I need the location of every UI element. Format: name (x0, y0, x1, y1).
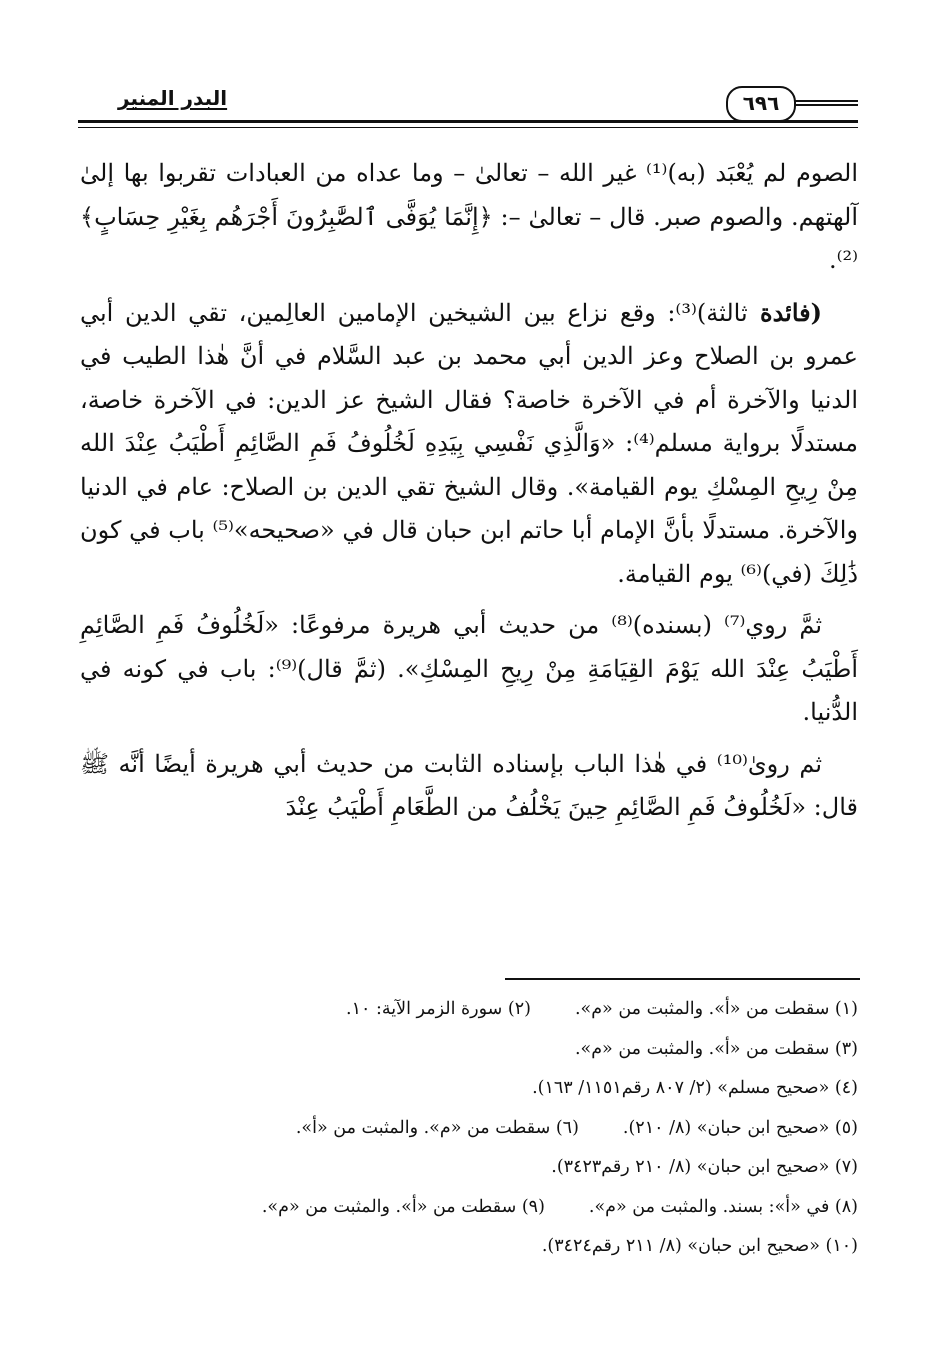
footnote-line (80, 1227, 858, 1267)
header-rule-thin (78, 127, 858, 128)
footnote: (٤) «صحيح مسلم» (٢/ ٨٠٧ رقم١١٥١/ ١٦٣). (532, 1078, 858, 1098)
footnote-line (80, 1069, 858, 1109)
paragraph-2 (80, 291, 858, 597)
paragraph-4: ثم روىٰ⁽¹⁰⁾ في هٰذا الباب بإسناده الثابت من حديث أبي هريرة أيضًا أنَّه ﷺ قال: «لَخُلُوفُ فَمِ الصَّائِمِ حِينَ يَخْلُفُ من الطَّعَامِ أَطْيَبُ عِنْدَ (80, 749, 858, 821)
header-ornament (792, 100, 858, 106)
footnote-line (80, 990, 858, 1030)
footnote: (٩) سقطت من «أ». والمثبت من «م». (261, 1196, 545, 1217)
footnotes (80, 990, 858, 1267)
paragraph-3: ثمَّ روي⁽⁷⁾ (بسنده)⁽⁸⁾ من حديث أبي هريرة مرفوعًا: «لَخُلُوفُ فَمِ الصَّائِمِ أَطْيَبُ عِنْدَ الله يَوْمَ القِيَامَةِ مِنْ رِيحِ المِسْكِ». (ثمَّ قال)⁽⁹⁾: باب في كونه في الدُّنيا. (80, 611, 858, 726)
footnote: (٥) «صحيح ابن حبان» (٨/ ٢١٠). (622, 1117, 858, 1138)
footnote-line (80, 1030, 858, 1070)
main-text (80, 152, 858, 838)
footnote: (١٠) «صحيح ابن حبان» (٨/ ٢١١ رقم٣٤٢٤). (541, 1236, 858, 1256)
paragraph-2-text: ثالثة)⁽³⁾: وقع نزاع بين الشيخين الإمامين العالِمين، تقي الدين أبي عمرو بن الصلاح وعز الدين أبي محمد بن عبد السَّلام في أنَّ هٰذا الطيب في الدنيا والآخرة أم في الآخرة خاصة؟ فقال الشيخ عز الدين: في الآخرة خاصة، مستدلًا برواية مسلم⁽⁴⁾: «وَالَّذِي نَفْسِي بِيَدِهِ لَخُلُوفُ فَمِ الصَّائِمِ أَطْيَبُ عِنْدَ الله مِنْ رِيحِ المِسْكِ يوم القيامة». وقال الشيخ تقي الدين بن الصلاح: عام في الدنيا والآخرة. مستدلًا بأنَّ الإمام أبا حاتم ابن حبان قال في «صحيحه»⁽⁵⁾ باب في كون ذَٰلِكَ (في)⁽⁶⁾ يوم القيامة. (80, 298, 859, 588)
footnote: (١) سقطت من «أ». والمثبت من «م». (574, 999, 858, 1019)
footnote: (٣) سقطت من «أ». والمثبت من «م». (574, 1038, 858, 1059)
paragraph-1: الصوم لم يُعْبَد (به)⁽¹⁾ غير الله – تعالىٰ – وما عداه من العبادات تقربوا بها إلىٰ آلهتهم. والصوم صبر. قال – تعالىٰ –: ﴿إِنَّمَا يُوَفَّى ٱلصَّٰبِرُونَ أَجْرَهُم بِغَيْرِ حِسَابٍ﴾⁽²⁾. (80, 159, 858, 274)
footnote: (٢) سورة الزمر الآية: ١٠. (346, 999, 531, 1019)
footnote-separator (505, 978, 860, 980)
footnote-line (80, 1148, 858, 1188)
footnote-line (80, 1109, 858, 1149)
footnote: (٨) في «أ»: بسند. والمثبت من «م». (588, 1196, 858, 1217)
running-title: البدر المنير (118, 86, 228, 110)
bold-lead: (فائدة (747, 297, 822, 327)
page-number: ٦٩٦ (726, 86, 796, 122)
footnote-line (80, 1188, 858, 1228)
footnote: (٦) سقطت من «م». والمثبت من «أ». (295, 1117, 579, 1138)
footnote: (٧) «صحيح ابن حبان» (٨/ ٢١٠ رقم٣٤٢٣). (551, 1157, 858, 1177)
page-header (78, 82, 858, 132)
